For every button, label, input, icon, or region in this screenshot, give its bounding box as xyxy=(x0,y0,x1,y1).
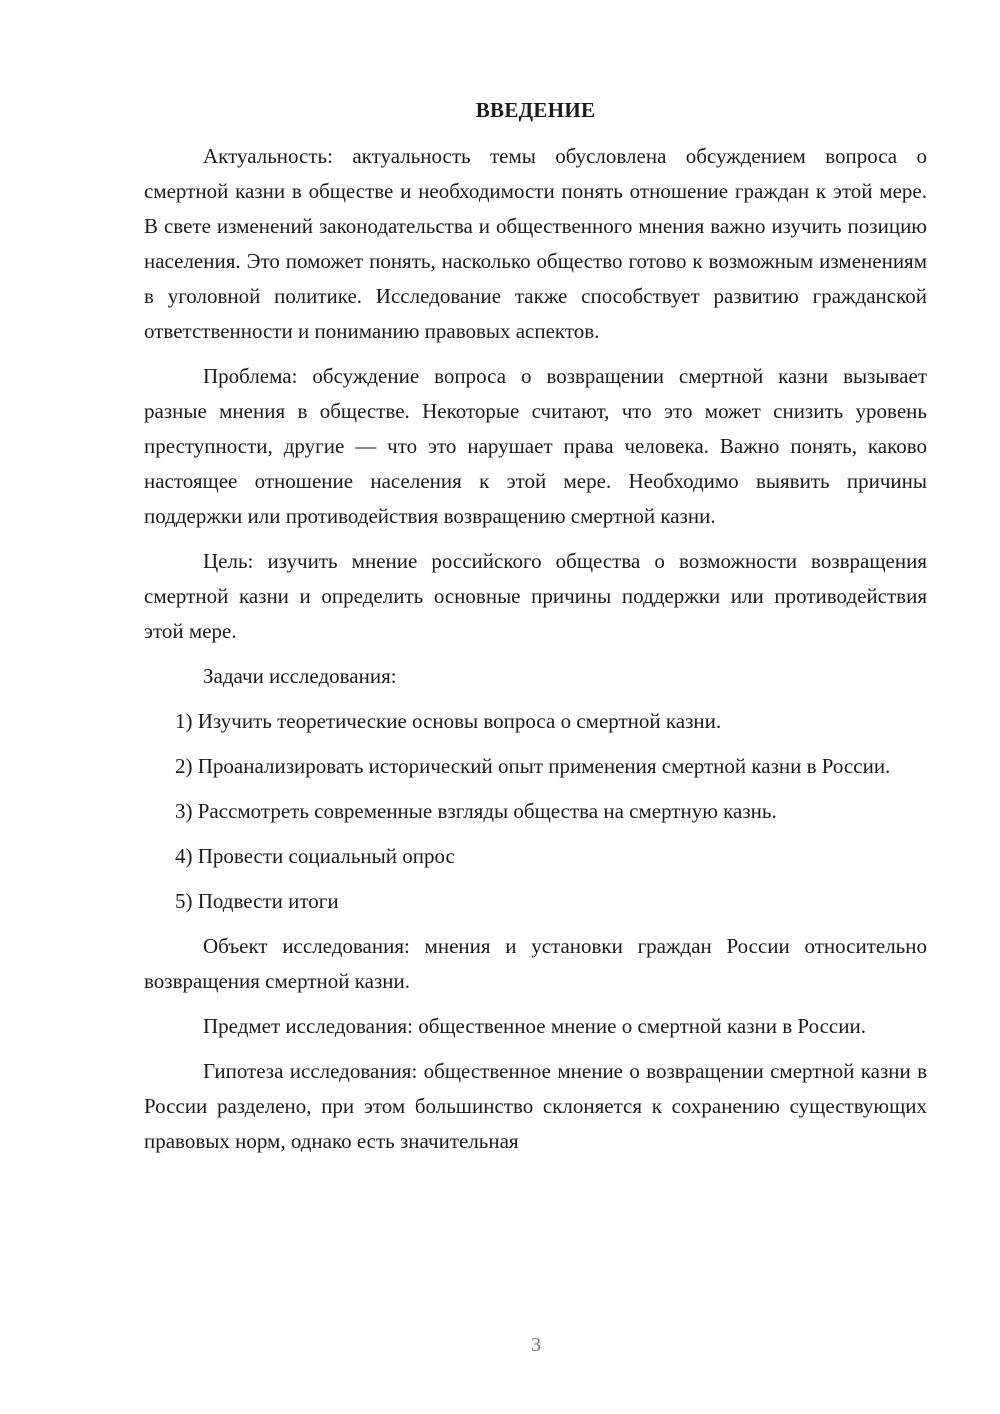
task-item-2: 2) Проанализировать исторический опыт применения смертной казни в России. xyxy=(175,754,891,778)
task-item-1: 1) Изучить теоретические основы вопроса о смертной казни. xyxy=(175,709,722,733)
task-item-4: 4) Провести социальный опрос xyxy=(175,844,455,868)
subject-paragraph: Предмет исследования: общественное мнение о смертной казни в России. xyxy=(203,1014,866,1038)
task-item-3: 3) Рассмотреть современные взгляды общества на смертную казнь. xyxy=(175,799,777,823)
task-item-5: 5) Подвести итоги xyxy=(175,889,339,913)
problem-paragraph: Проблема: обсуждение вопроса о возвращении смертной казни вызывает разные мнения в обществе. Некоторые считают, что это может снизить уровень преступности, другие — что это нарушает права человека. Важно понять, каково настоящее отношение населения к этой мере. Необходимо выявить причины поддержки или противодействия возвращению смертной казни. xyxy=(144,364,927,528)
object-paragraph: Объект исследования: мнения и установки граждан России относительно возвращения смертной казни. xyxy=(144,934,927,993)
document-page xyxy=(144,95,927,1169)
goal-paragraph: Цель: изучить мнение российского общества о возможности возвращения смертной казни и определить основные причины поддержки или противодействия этой мере. xyxy=(144,549,927,643)
page-number: 3 xyxy=(531,1334,541,1356)
relevance-paragraph: Актуальность: актуальность темы обусловлена обсуждением вопроса о смертной казни в обществе и необходимости понять отношение граждан к этой мере. В свете изменений законодательства и общественного мнения важно изучить позицию населения. Это поможет понять, насколько общество готово к возможным изменениям в уголовной политике. Исследование также способствует развитию гражданской ответственности и пониманию правовых аспектов. xyxy=(144,144,927,343)
hypothesis-paragraph: Гипотеза исследования: общественное мнение о возвращении смертной казни в России разделено, при этом большинство склоняется к сохранению существующих правовых норм, однако есть значительная xyxy=(144,1059,927,1153)
page-title: ВВЕДЕНИЕ xyxy=(475,98,596,122)
tasks-heading: Задачи исследования: xyxy=(203,664,397,688)
